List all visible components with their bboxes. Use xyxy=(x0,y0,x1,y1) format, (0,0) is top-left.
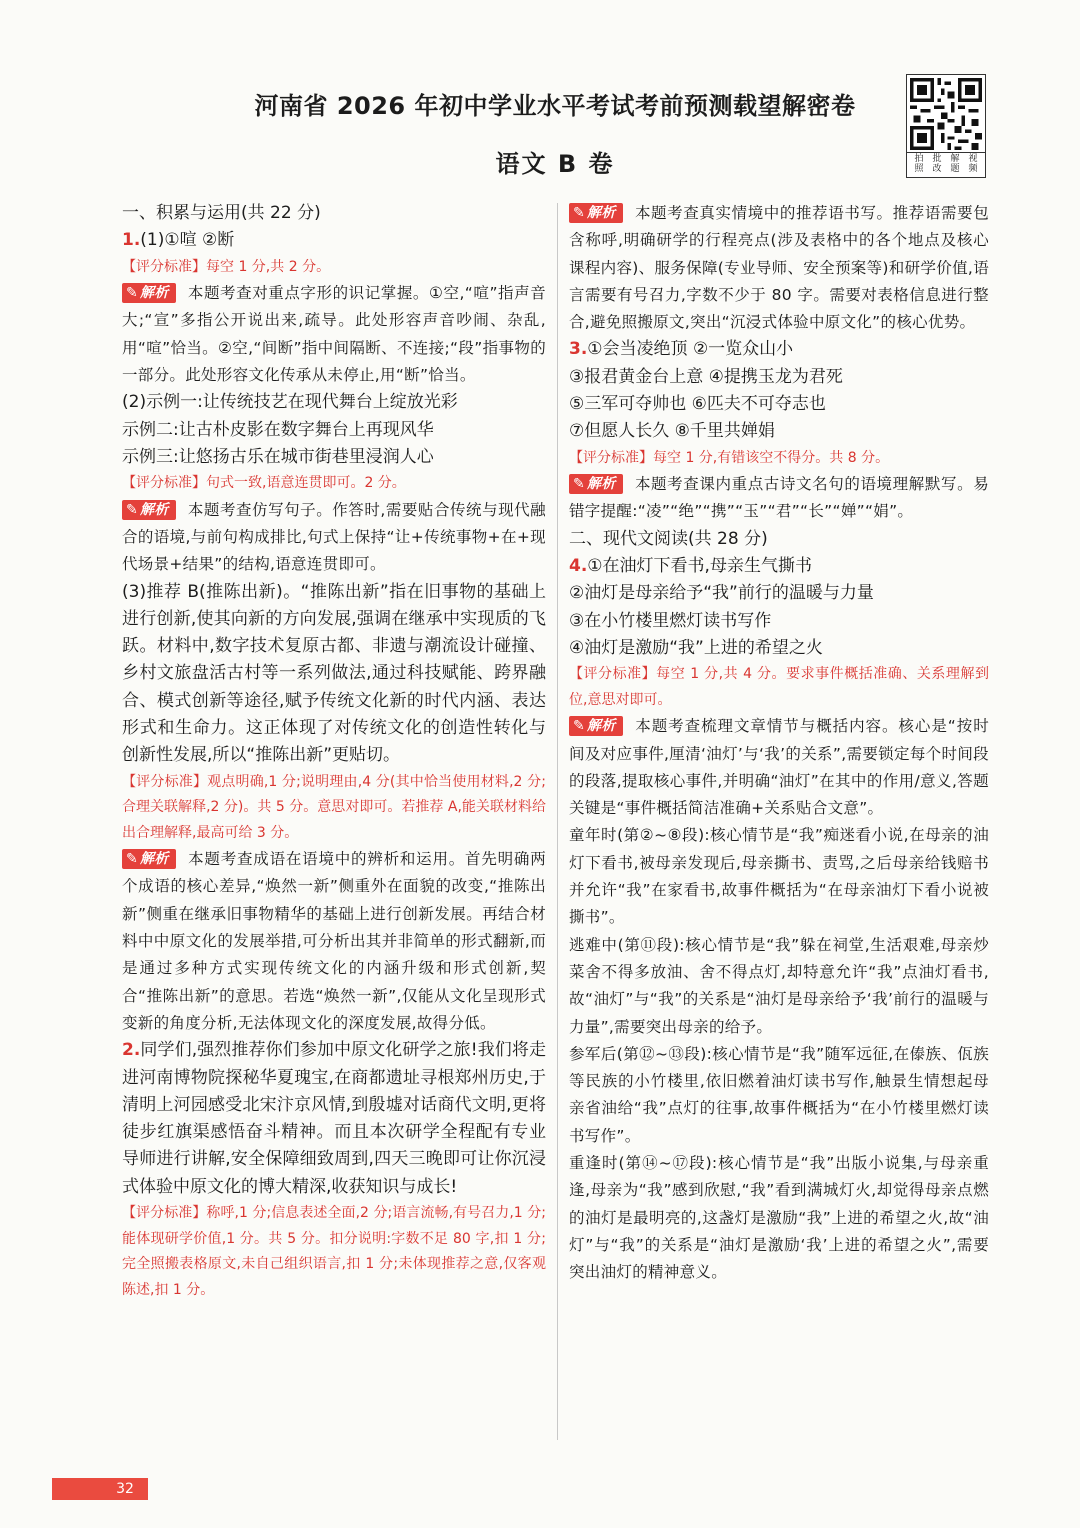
analysis-2 xyxy=(122,497,546,579)
scoring-standard-3: 【评分标准】观点明确,1 分;说明理由,4 分(其中恰当使用材料,2 分;合理关联解释,2 分)。共 5 分。意思对即可。若推荐 A,能关联材料给出合理解释,最高可给 3 分。 xyxy=(122,773,546,841)
answer-4-b: ②油灯是母亲给予“我”前行的温暖与力量 xyxy=(569,583,874,604)
analysis-badge xyxy=(122,849,176,869)
qr-code-icon xyxy=(910,78,982,150)
right-column xyxy=(569,200,989,1286)
answer-3-d: ⑦但愿人长久 ⑧千里共婵娟 xyxy=(569,421,775,442)
answer-4-a xyxy=(569,553,989,580)
answer-1-2-b: 示例二:让古朴皮影在数字舞台上再现风华 xyxy=(122,419,434,440)
analysis-5-text: 本题考查课内重点古诗文名句的语境理解默写。易错字提醒:“凌”“绝”“携”“玉”“君”“长”“婵”“娟”。 xyxy=(569,475,989,521)
qr-caption xyxy=(907,152,985,174)
pen-icon: ✎ xyxy=(126,501,139,518)
analysis-6-text: 本题考查梳理文章情节与概括内容。核心是“按时间及对应事件,厘清‘油灯’与‘我’的关系”,需要锁定每个时间段的段落,提取核心事件,并明确“油灯”在其中的作用/意义,答题关键是“事件概括简洁准确+关系贴合文意”。 xyxy=(569,717,989,818)
answer-2-text: 同学们,强烈推荐你们参加中原文化研学之旅!我们将走进河南博物院探秘华夏瑰宝,在商都遗址寻根郑州历史,于清明上河园感受北宋汴京风情,到殷墟对话商代文明,更将徒步红旗渠感悟奋斗精神。而且本次研学全程配有专业导师进行讲解,安全保障细致周到,四天三晚即可让你沉浸式体验中原文化的博大精深,收获知识与成长! xyxy=(122,1040,546,1197)
analysis-badge xyxy=(569,716,623,736)
analysis-badge-label: 解析 xyxy=(140,501,169,518)
page-title: 河南省 2026 年初中学业水平考试考前预测载望解密卷 xyxy=(254,92,856,120)
section-heading-1: 一、积累与运用(共 22 分) xyxy=(122,203,321,223)
analysis-badge-label: 解析 xyxy=(140,851,169,868)
question-number-4: 4. xyxy=(569,556,588,577)
timeline-childhood: 童年时(第②~⑧段):核心情节是“我”痴迷看小说,在母亲的油灯下看书,被母亲发现后,母亲撕书、责骂,之后母亲给钱赔书并允许“我”在家看书,故事件概括为“在母亲油灯下看小说被撕书”。 xyxy=(569,826,989,927)
qr-caption-1: 拍照 xyxy=(914,154,924,174)
qr-caption-2: 批改 xyxy=(932,154,942,174)
analysis-badge-label: 解析 xyxy=(140,285,169,302)
answer-3-c: ⑤三军可夺帅也 ⑥匹夫不可夺志也 xyxy=(569,394,826,415)
timeline-reunion: 重逢时(第⑭~⑰段):核心情节是“我”出版小说集,与母亲重逢,母亲为“我”感到欣慰,“我”看到满城灯火,却觉得母亲点燃的油灯是最明亮的,这盏灯是激励“我”上进的希望之火,故“油灯”与“我”的关系是“油灯是激励‘我’上进的希望之火”,需要突出油灯的精神意义。 xyxy=(569,1154,989,1282)
answer-2 xyxy=(122,1037,546,1201)
analysis-badge-label: 解析 xyxy=(587,476,616,493)
answer-1-2-c: 示例三:让悠扬古乐在城市街巷里浸润人心 xyxy=(122,446,434,467)
question-number-1: 1. xyxy=(122,230,141,251)
section-heading-2: 二、现代文阅读(共 28 分) xyxy=(569,528,768,549)
scoring-standard-5: 【评分标准】每空 1 分,有错该空不得分。共 8 分。 xyxy=(569,449,890,466)
question-number-3: 3. xyxy=(569,339,588,360)
answer-1-2-a: (2)示例一:让传统技艺在现代舞台上绽放光彩 xyxy=(122,392,458,413)
analysis-badge xyxy=(122,283,176,303)
pen-icon: ✎ xyxy=(126,285,139,302)
answer-1-1 xyxy=(122,227,546,254)
answer-3-a-text: ①会当凌绝顶 ②一览众山小 xyxy=(587,339,794,360)
scoring-standard-4: 【评分标准】称呼,1 分;信息表述全面,2 分;语言流畅,有号召力,1 分;能体现研学价值,1 分。共 5 分。扣分说明:字数不足 80 字,扣 1 分;完全照搬表格原文,未自己组织语言,扣 1 分;未体现推荐之意,仅客观陈述,扣 1 分。 xyxy=(122,1205,546,1298)
left-column xyxy=(122,200,546,1303)
pen-icon: ✎ xyxy=(573,476,586,493)
pen-icon: ✎ xyxy=(573,205,586,221)
answer-4-a-text: ①在油灯下看书,母亲生气撕书 xyxy=(587,556,812,577)
qr-caption-3: 解题 xyxy=(950,154,960,174)
page-number: 32 xyxy=(52,1478,148,1500)
timeline-refugee: 逃难中(第⑪段):核心情节是“我”躲在祠堂,生活艰难,母亲炒菜舍不得多放油、舍不得点灯,却特意允许“我”点油灯看书,故“油灯”与“我”的关系是“油灯是母亲给予‘我’前行的温暖与力量”,需要突出母亲的给予。 xyxy=(569,935,989,1036)
timeline-army: 参军后(第⑫~⑬段):核心情节是“我”随军远征,在傣族、佤族等民族的小竹楼里,依旧燃着油灯读书写作,触景生情想起母亲省油给“我”点灯的往事,故事件概括为“在小竹楼里燃灯读书写作”。 xyxy=(569,1044,989,1145)
scoring-standard-1: 【评分标准】每空 1 分,共 2 分。 xyxy=(122,258,331,275)
scoring-standard-6: 【评分标准】每空 1 分,共 4 分。要求事件概括准确、关系理解到位,意思对即可。 xyxy=(569,666,989,708)
analysis-3-text: 本题考查成语在语境中的辨析和运用。首先明确两个成语的核心差异,“焕然一新”侧重外在面貌的改变,“推陈出新”侧重在继承旧事物精华的基础上进行创新发展。再结合材料中中原文化的发展举措,可分析出其并非简单的形式翻新,而是通过多种方式实现传统文化的内涵升级和形式创新,契合“推陈出新”的意思。若选“焕然一新”,仅能从文化呈现形式变新的角度分析,无法体现文化的深度发展,故得分低。 xyxy=(122,850,546,1032)
analysis-1 xyxy=(122,280,546,389)
analysis-3 xyxy=(122,846,546,1037)
question-number-2: 2. xyxy=(122,1040,141,1061)
analysis-6 xyxy=(569,713,989,822)
answer-1-1-text: (1)①喧 ②断 xyxy=(140,230,235,251)
qr-caption-4: 视频 xyxy=(968,154,978,174)
answer-4-c: ③在小竹楼里燃灯读书写作 xyxy=(569,610,772,631)
pen-icon: ✎ xyxy=(126,851,139,868)
answer-4-d: ④油灯是激励“我”上进的希望之火 xyxy=(569,637,823,658)
answer-3-b: ③报君黄金台上意 ④提携玉龙为君死 xyxy=(569,366,843,387)
analysis-badge xyxy=(569,203,623,223)
analysis-badge xyxy=(569,474,623,494)
qr-code xyxy=(906,74,986,178)
analysis-4-text: 本题考查真实情境中的推荐语书写。推荐语需要包含称呼,明确研学的行程亮点(涉及表格中的各个地点及核心课程内容)、服务保障(专业导师、安全预案等)和研学价值,语言需要有号召力,字数不少于 80 字。需要对表格信息进行整合,避免照搬原文,突出“沉浸式体验中原文化”的核心优势。 xyxy=(569,204,989,332)
page-subtitle: 语文 B 卷 xyxy=(495,150,615,178)
answer-1-3: (3)推荐 B(推陈出新)。“推陈出新”指在旧事物的基础上进行创新,使其向新的方向发展,强调在继承中实现质的飞跃。材料中,数字技术复原古都、非遗与潮流设计碰撞、乡村文旅盘活古村等一系列做法,通过科技赋能、跨界融合、模式创新等途径,赋予传统文化新的时代内涵、表达形式和生命力。这正体现了对传统文化的创造性转化与创新性发展,所以“推陈出新”更贴切。 xyxy=(122,581,546,766)
analysis-4 xyxy=(569,200,989,336)
analysis-badge xyxy=(122,500,176,520)
pen-icon: ✎ xyxy=(573,718,586,735)
analysis-badge-label: 解析 xyxy=(587,718,616,735)
answer-3-a xyxy=(569,336,989,363)
analysis-1-text: 本题考查对重点字形的识记掌握。①空,“喧”指声音大;“宣”多指公开说出来,疏导。此处形容声音吵闹、杂乱,用“喧”恰当。②空,“间断”指中间隔断、不连接;“段”指事物的一部分。此处形容文化传承从未停止,用“断”恰当。 xyxy=(122,284,546,384)
analysis-badge-label: 解析 xyxy=(587,205,616,221)
column-divider xyxy=(557,203,558,1440)
analysis-2-text: 本题考查仿写句子。作答时,需要贴合传统与现代融合的语境,与前句构成排比,句式上保持“让+传统事物+在+现代场景+结果”的结构,语意连贯即可。 xyxy=(122,500,546,574)
scoring-standard-2: 【评分标准】句式一致,语意连贯即可。2 分。 xyxy=(122,475,406,492)
analysis-5 xyxy=(569,471,989,526)
